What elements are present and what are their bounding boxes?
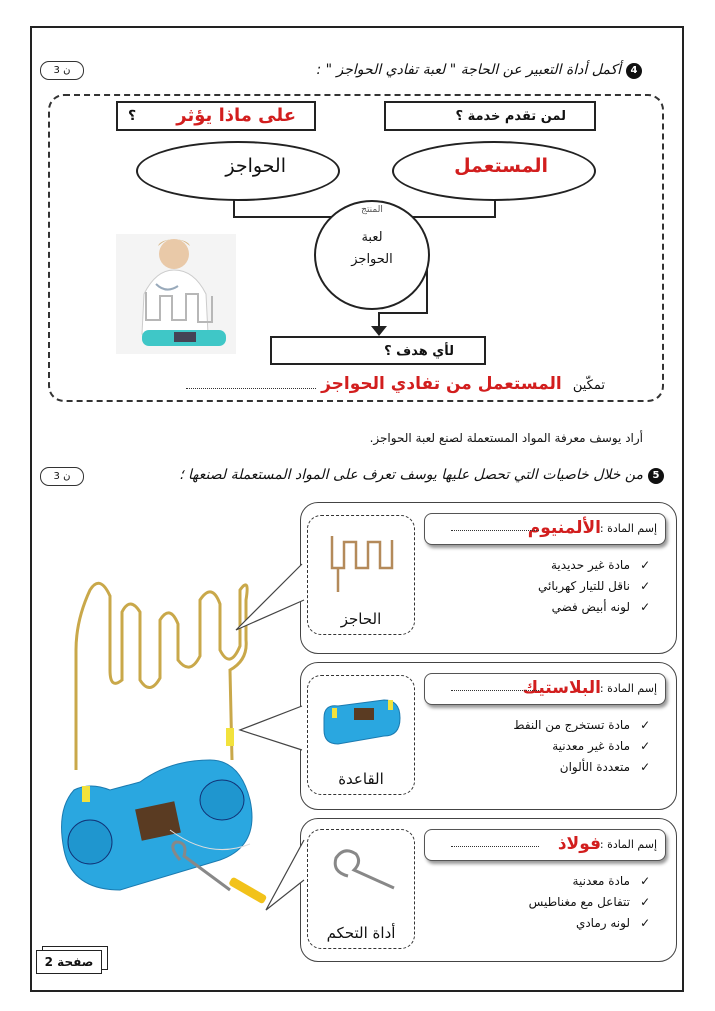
material-prop: لونه أبيض فضي — [551, 600, 630, 614]
material-prop: مادة تستخرج من النفط — [513, 718, 630, 732]
answer-prefix: تمكّين — [572, 378, 605, 393]
hook-tool-icon — [324, 844, 404, 904]
material-prop: لونه رمادي — [575, 916, 630, 930]
ellipse-obstacles — [136, 141, 340, 201]
answer-line — [186, 374, 605, 394]
material-panel-3 — [300, 818, 677, 962]
child-playing-photo — [116, 234, 236, 354]
ellipse-user — [392, 141, 596, 201]
question-5-text: من خلال خاصيات التي تحصل عليها يوسف تعرف على المواد المستعملة لصنعها ؛ — [179, 467, 643, 483]
check-icon: ✓ — [640, 558, 652, 572]
check-icon: ✓ — [640, 600, 652, 614]
blue-base-icon — [320, 696, 404, 752]
check-icon: ✓ — [640, 916, 652, 930]
check-icon: ✓ — [640, 895, 652, 909]
material-prop: مادة معدنية — [572, 874, 630, 888]
check-icon: ✓ — [640, 718, 652, 732]
question-number-4: 4 — [626, 63, 642, 79]
product-caption: المنتج — [361, 205, 383, 215]
material-dots-1 — [451, 530, 539, 531]
question-number-5: 5 — [648, 468, 664, 484]
material-label-1: إسم المادة : — [599, 522, 657, 535]
material-prop: متعددة الألوان — [559, 760, 630, 774]
material-dots-2 — [451, 690, 539, 691]
product-line-1: لعبة — [361, 230, 383, 245]
material-value-2: البلاستيك — [522, 678, 601, 698]
material-thumb-1 — [307, 515, 415, 635]
arrow-down-icon — [371, 326, 387, 336]
score-badge-q4: 3 ن — [40, 61, 84, 80]
material-prop: مادة غير حديدية — [551, 558, 630, 572]
material-dots-3 — [451, 846, 539, 847]
check-icon: ✓ — [640, 739, 652, 753]
material-prop: مادة غير معدنية — [552, 739, 630, 753]
ellipse-user-text: المستعمل — [454, 155, 548, 177]
question-4-text: أكمل أداة التعبير عن الحاجة " لعبة تفادي الحواجز " : — [316, 62, 621, 78]
box-serves-label: لمن تقدم خدمة ؟ — [455, 109, 566, 124]
material-thumb-3 — [307, 829, 415, 949]
material-props-1 — [538, 555, 652, 618]
callout-pointer — [230, 700, 310, 760]
check-icon: ✓ — [640, 579, 652, 593]
score-badge-q5: 3 ن — [40, 467, 84, 486]
material-name-field-1 — [424, 513, 666, 545]
material-prop: ناقل للتيار كهربائي — [538, 579, 630, 593]
answer-dots — [186, 388, 316, 389]
material-name-field-2 — [424, 673, 666, 705]
material-panel-1 — [300, 502, 677, 654]
answer-value: المستعمل من تفادي الحواجز — [321, 374, 562, 394]
connector — [378, 312, 428, 314]
material-part-3: أداة التحكم — [326, 924, 396, 942]
ellipse-product — [314, 200, 430, 310]
material-prop: تتفاعل مع مغناطيس — [528, 895, 630, 909]
material-panel-2 — [300, 662, 677, 810]
box-affects-label: على ماذا يؤثر — [176, 105, 296, 126]
material-part-2: القاعدة — [338, 770, 384, 788]
box-serves-whom — [384, 101, 596, 131]
material-name-field-3 — [424, 829, 666, 861]
callout-pointer — [260, 830, 310, 920]
wire-maze-icon — [324, 528, 400, 598]
box-affects-what — [116, 101, 316, 131]
check-icon: ✓ — [640, 760, 652, 774]
box-affects-qmark: ؟ — [128, 108, 137, 124]
product-line-2: الحواجز — [351, 252, 393, 267]
material-label-2: إسم المادة : — [599, 682, 657, 695]
callout-pointer — [230, 560, 310, 650]
material-value-1: الألمنيوم — [527, 518, 601, 538]
page-number-label: صفحة 2 — [36, 950, 102, 974]
check-icon: ✓ — [640, 874, 652, 888]
material-part-1: الحاجز — [340, 610, 382, 628]
ellipse-obstacles-text: الحواجز — [225, 155, 286, 177]
material-thumb-2 — [307, 675, 415, 795]
material-value-3: فولاذ — [557, 834, 601, 854]
context-sentence: أراد يوسف معرفة المواد المستعملة لصنع لعبة الحواجز. — [369, 431, 643, 445]
box-goal-label: لأي هدف ؟ — [384, 344, 454, 359]
material-props-3 — [529, 871, 652, 934]
box-goal — [270, 336, 486, 365]
material-label-3: إسم المادة : — [599, 838, 657, 851]
material-props-2 — [513, 715, 652, 778]
page-number-badge — [36, 946, 106, 972]
